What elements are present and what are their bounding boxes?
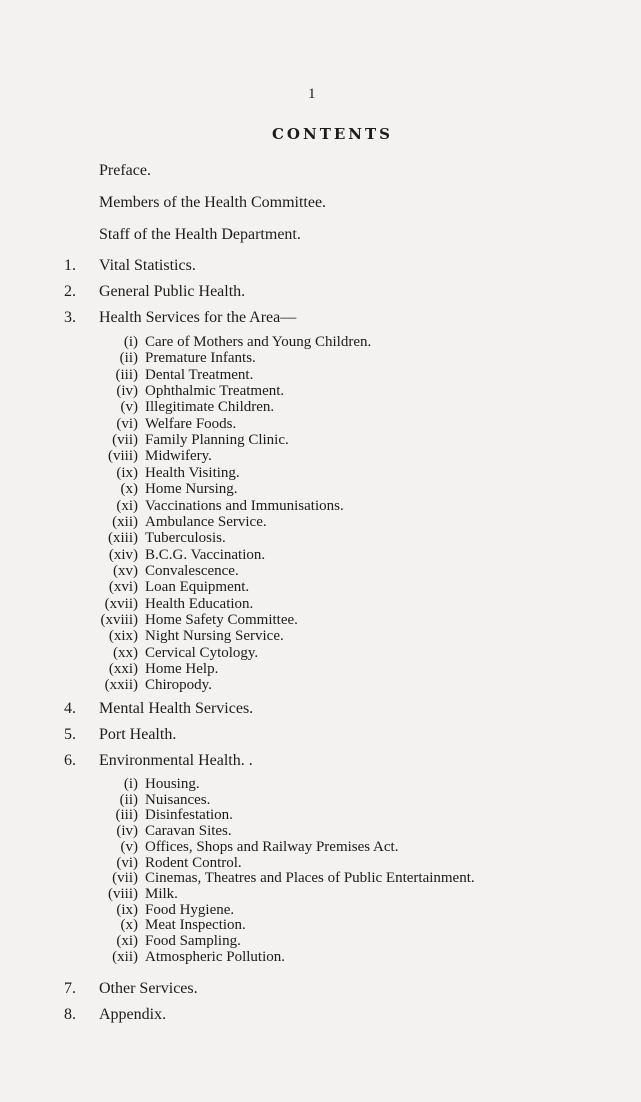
subsection-label: Illegitimate Children. (145, 399, 275, 416)
subsection-label: Loan Equipment. (145, 579, 250, 596)
subsection-number: (x) (120, 481, 138, 498)
subsection-label: Tuberculosis. (145, 530, 226, 547)
section-label: Other Services. (99, 980, 198, 997)
subsection-label: Vaccinations and Immunisations. (145, 497, 344, 514)
subsection-entry (0, 448, 641, 465)
subsection-number: (xvii) (104, 595, 138, 612)
page-title (0, 125, 641, 143)
section-number: 4. (64, 700, 76, 717)
subsection-number: (v) (120, 838, 138, 855)
subsection-number: (vi) (116, 854, 138, 871)
subsection-number: (xx) (113, 644, 138, 661)
subsection-entry (0, 902, 641, 919)
section-number: 8. (64, 1006, 76, 1023)
subsection-entry (0, 677, 641, 694)
subsection-number: (xiii) (108, 530, 138, 547)
subsection-entry (0, 367, 641, 384)
section-label: Appendix. (99, 1006, 167, 1023)
section-number: 2. (64, 283, 76, 300)
subsection-number: (xii) (112, 513, 138, 530)
subsection-number: (xviii) (100, 611, 138, 628)
subsection-entry (0, 481, 641, 498)
subsection-entry (0, 596, 641, 613)
subsection-label: Health Visiting. (145, 464, 240, 481)
subsection-entry (0, 855, 641, 872)
subsection-label: Offices, Shops and Railway Premises Act. (145, 838, 399, 855)
subsection-number: (xxii) (104, 677, 138, 694)
subsection-label: Midwifery. (145, 448, 212, 465)
subsection-entry (0, 612, 641, 629)
section-label: Vital Statistics. (99, 257, 196, 274)
subsection-number: (iv) (116, 383, 138, 400)
subsection-entry (0, 870, 641, 887)
subsection-number: (vii) (112, 432, 138, 449)
subsection-entry (0, 579, 641, 596)
subsection-entry (0, 465, 641, 482)
subsection-label: Home Safety Committee. (145, 611, 298, 628)
subsection-number: (i) (123, 334, 138, 350)
subsection-entry (0, 886, 641, 903)
subsection-entry (0, 661, 641, 678)
subsection-label: Nuisances. (145, 791, 211, 808)
contents-entry-committee-members: Members of the Health Committee. (99, 194, 327, 211)
subsection-number: (xiv) (108, 546, 138, 563)
contents-entry-preface: Preface. (99, 162, 151, 179)
subsection-label: Atmospheric Pollution. (145, 948, 285, 965)
subsection-number: (iii) (115, 807, 138, 824)
subsection-label: B.C.G. Vaccination. (145, 546, 266, 563)
subsection-label: Care of Mothers and Young Children. (145, 334, 372, 350)
subsection-entry (0, 334, 641, 351)
subsection-label: Chiropody. (145, 677, 212, 694)
section-label: Health Services for the Area— (99, 309, 297, 326)
section-number: 6. (64, 752, 76, 769)
subsection-number: (vii) (112, 870, 138, 887)
subsection-number: (xix) (108, 628, 138, 645)
subsection-entry (0, 399, 641, 416)
subsection-label: Cinemas, Theatres and Places of Public Entertainment. (145, 870, 475, 887)
subsection-label: Milk. (145, 885, 178, 902)
subsection-entry (0, 933, 641, 950)
subsection-label: Home Nursing. (145, 481, 238, 498)
subsection-number: (viii) (108, 448, 138, 465)
section-label: Port Health. (99, 726, 177, 743)
subsection-number: (viii) (108, 885, 138, 902)
subsection-number: (iii) (115, 366, 138, 383)
subsection-label: Caravan Sites. (145, 823, 232, 840)
subsection-number: (ix) (116, 464, 138, 481)
subsection-entry (0, 498, 641, 515)
subsection-entry (0, 823, 641, 840)
subsection-number: (ii) (119, 791, 138, 808)
section-number: 1. (64, 257, 76, 274)
section-number: 5. (64, 726, 76, 743)
subsection-label: Rodent Control. (145, 854, 242, 871)
contents-entry-department-staff: Staff of the Health Department. (99, 226, 301, 243)
subsection-number: (ix) (116, 901, 138, 918)
subsection-number: (iv) (116, 823, 138, 840)
subsection-entry (0, 949, 641, 966)
subsection-label: Ophthalmic Treatment. (145, 383, 285, 400)
subsection-number: (i) (123, 776, 138, 792)
subsection-number: (x) (120, 917, 138, 934)
subsection-entry (0, 432, 641, 449)
subsection-number: (xxi) (108, 661, 138, 677)
subsection-number: (xv) (113, 562, 138, 579)
subsection-entry (0, 563, 641, 580)
subsection-number: (ii) (119, 350, 138, 367)
subsection-entry (0, 416, 641, 433)
page-number: 1 (308, 86, 316, 102)
subsection-number: (xi) (116, 933, 138, 949)
subsection-entry (0, 776, 641, 793)
subsection-label: Health Education. (145, 595, 254, 612)
subsection-entry (0, 514, 641, 531)
subsection-entry (0, 839, 641, 856)
subsection-label: Convalescence. (145, 562, 239, 579)
section-number: 7. (64, 980, 76, 997)
subsection-label: Ambulance Service. (145, 513, 267, 530)
subsection-label: Family Planning Clinic. (145, 432, 289, 449)
subsection-number: (v) (120, 399, 138, 416)
subsection-label: Cervical Cytology. (145, 644, 259, 661)
subsection-number: (xvi) (108, 579, 138, 596)
subsection-entry (0, 917, 641, 934)
subsection-entry (0, 807, 641, 824)
subsection-label: Premature Infants. (145, 350, 256, 367)
section-label: Environmental Health. . (99, 752, 253, 769)
subsection-entry (0, 530, 641, 547)
subsection-label: Home Help. (145, 661, 219, 677)
subsection-number: (xi) (116, 497, 138, 514)
section-number: 3. (64, 309, 76, 326)
section-label: Mental Health Services. (99, 700, 254, 717)
page-title-text: CONTENTS (271, 125, 394, 143)
section-label: General Public Health. (99, 283, 246, 300)
subsection-number: (xii) (112, 948, 138, 965)
subsection-entry (0, 792, 641, 809)
subsection-entry (0, 350, 641, 367)
subsection-entry (0, 547, 641, 564)
subsection-label: Night Nursing Service. (145, 628, 284, 645)
subsection-label: Welfare Foods. (145, 415, 237, 432)
subsection-label: Meat Inspection. (145, 917, 246, 934)
subsection-label: Food Sampling. (145, 933, 241, 949)
subsection-entry (0, 383, 641, 400)
subsection-number: (vi) (116, 415, 138, 432)
subsection-label: Dental Treatment. (145, 366, 254, 383)
subsection-label: Housing. (145, 776, 200, 792)
subsection-entry (0, 628, 641, 645)
subsection-label: Food Hygiene. (145, 901, 235, 918)
subsection-label: Disinfestation. (145, 807, 233, 824)
subsection-entry (0, 645, 641, 662)
